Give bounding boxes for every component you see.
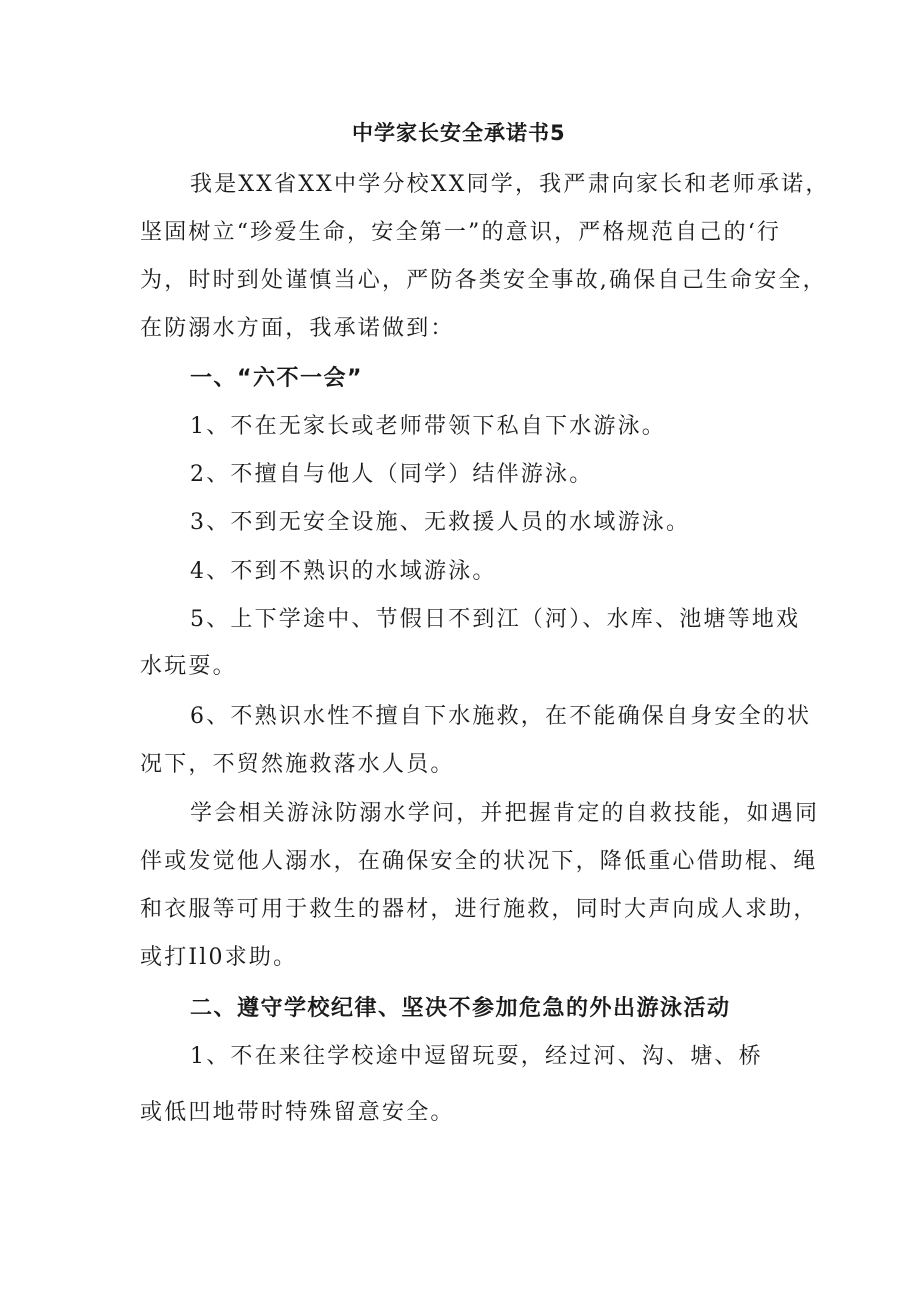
intro-line: 我是XX省XX中学分校XX同学，我严肃向家长和老师承诺， [190, 172, 830, 197]
document-title: 中学家长安全承诺书5 [352, 121, 566, 145]
skill-paragraph-line: 学会相关游泳防溺水学问，并把握肯定的自救技能，如遇同 [190, 801, 820, 826]
discipline-item-continuation: 或低凹地带时特殊留意安全。 [140, 1100, 455, 1125]
rule-item: 2、不擅自与他人（同学）结伴游泳。 [190, 462, 594, 487]
skill-paragraph-line: 或打Il0求助。 [140, 945, 298, 970]
rule-item-continuation: 况下，不贸然施救落水人员。 [140, 752, 455, 777]
rule-item: 4、不到不熟识的水域游泳。 [190, 559, 497, 584]
skill-paragraph-line: 伴或发觉他人溺水，在确保安全的状况下，降低重心借助棍、绳 [140, 849, 818, 874]
intro-line: 在防溺水方面，我承诺做到： [140, 316, 455, 341]
section-heading-discipline: 二、遵守学校纪律、坚决不参加危急的外出游泳活动 [190, 996, 731, 1021]
section-heading-six-rules: 一、“六不一会” [190, 366, 363, 391]
rule-item: 6、不熟识水性不擅自下水施救，在不能确保自身安全的状 [190, 704, 812, 729]
skill-paragraph-line: 和衣服等可用于救生的器材，进行施救，同时大声向成人求助， [140, 897, 818, 922]
intro-line: 为，时时到处谨慎当心，严防各类安全事故,确保自己生命安全， [140, 268, 827, 293]
discipline-item: 1、不在来往学校途中逗留玩耍，经过河、沟、塘、桥 [190, 1044, 763, 1069]
intro-line: 坚固树立“珍爱生命，安全第一”的意识，严格规范自己的‘行 [140, 220, 782, 245]
rule-item-continuation: 水玩耍。 [140, 654, 237, 679]
rule-item: 3、不到无安全设施、无救援人员的水域游泳。 [190, 510, 691, 535]
rule-item: 1、不在无家长或老师带领下私自下水游泳。 [190, 414, 666, 439]
rule-item: 5、上下学途中、节假日不到江（河）、水库、池塘等地戏 [190, 607, 801, 632]
